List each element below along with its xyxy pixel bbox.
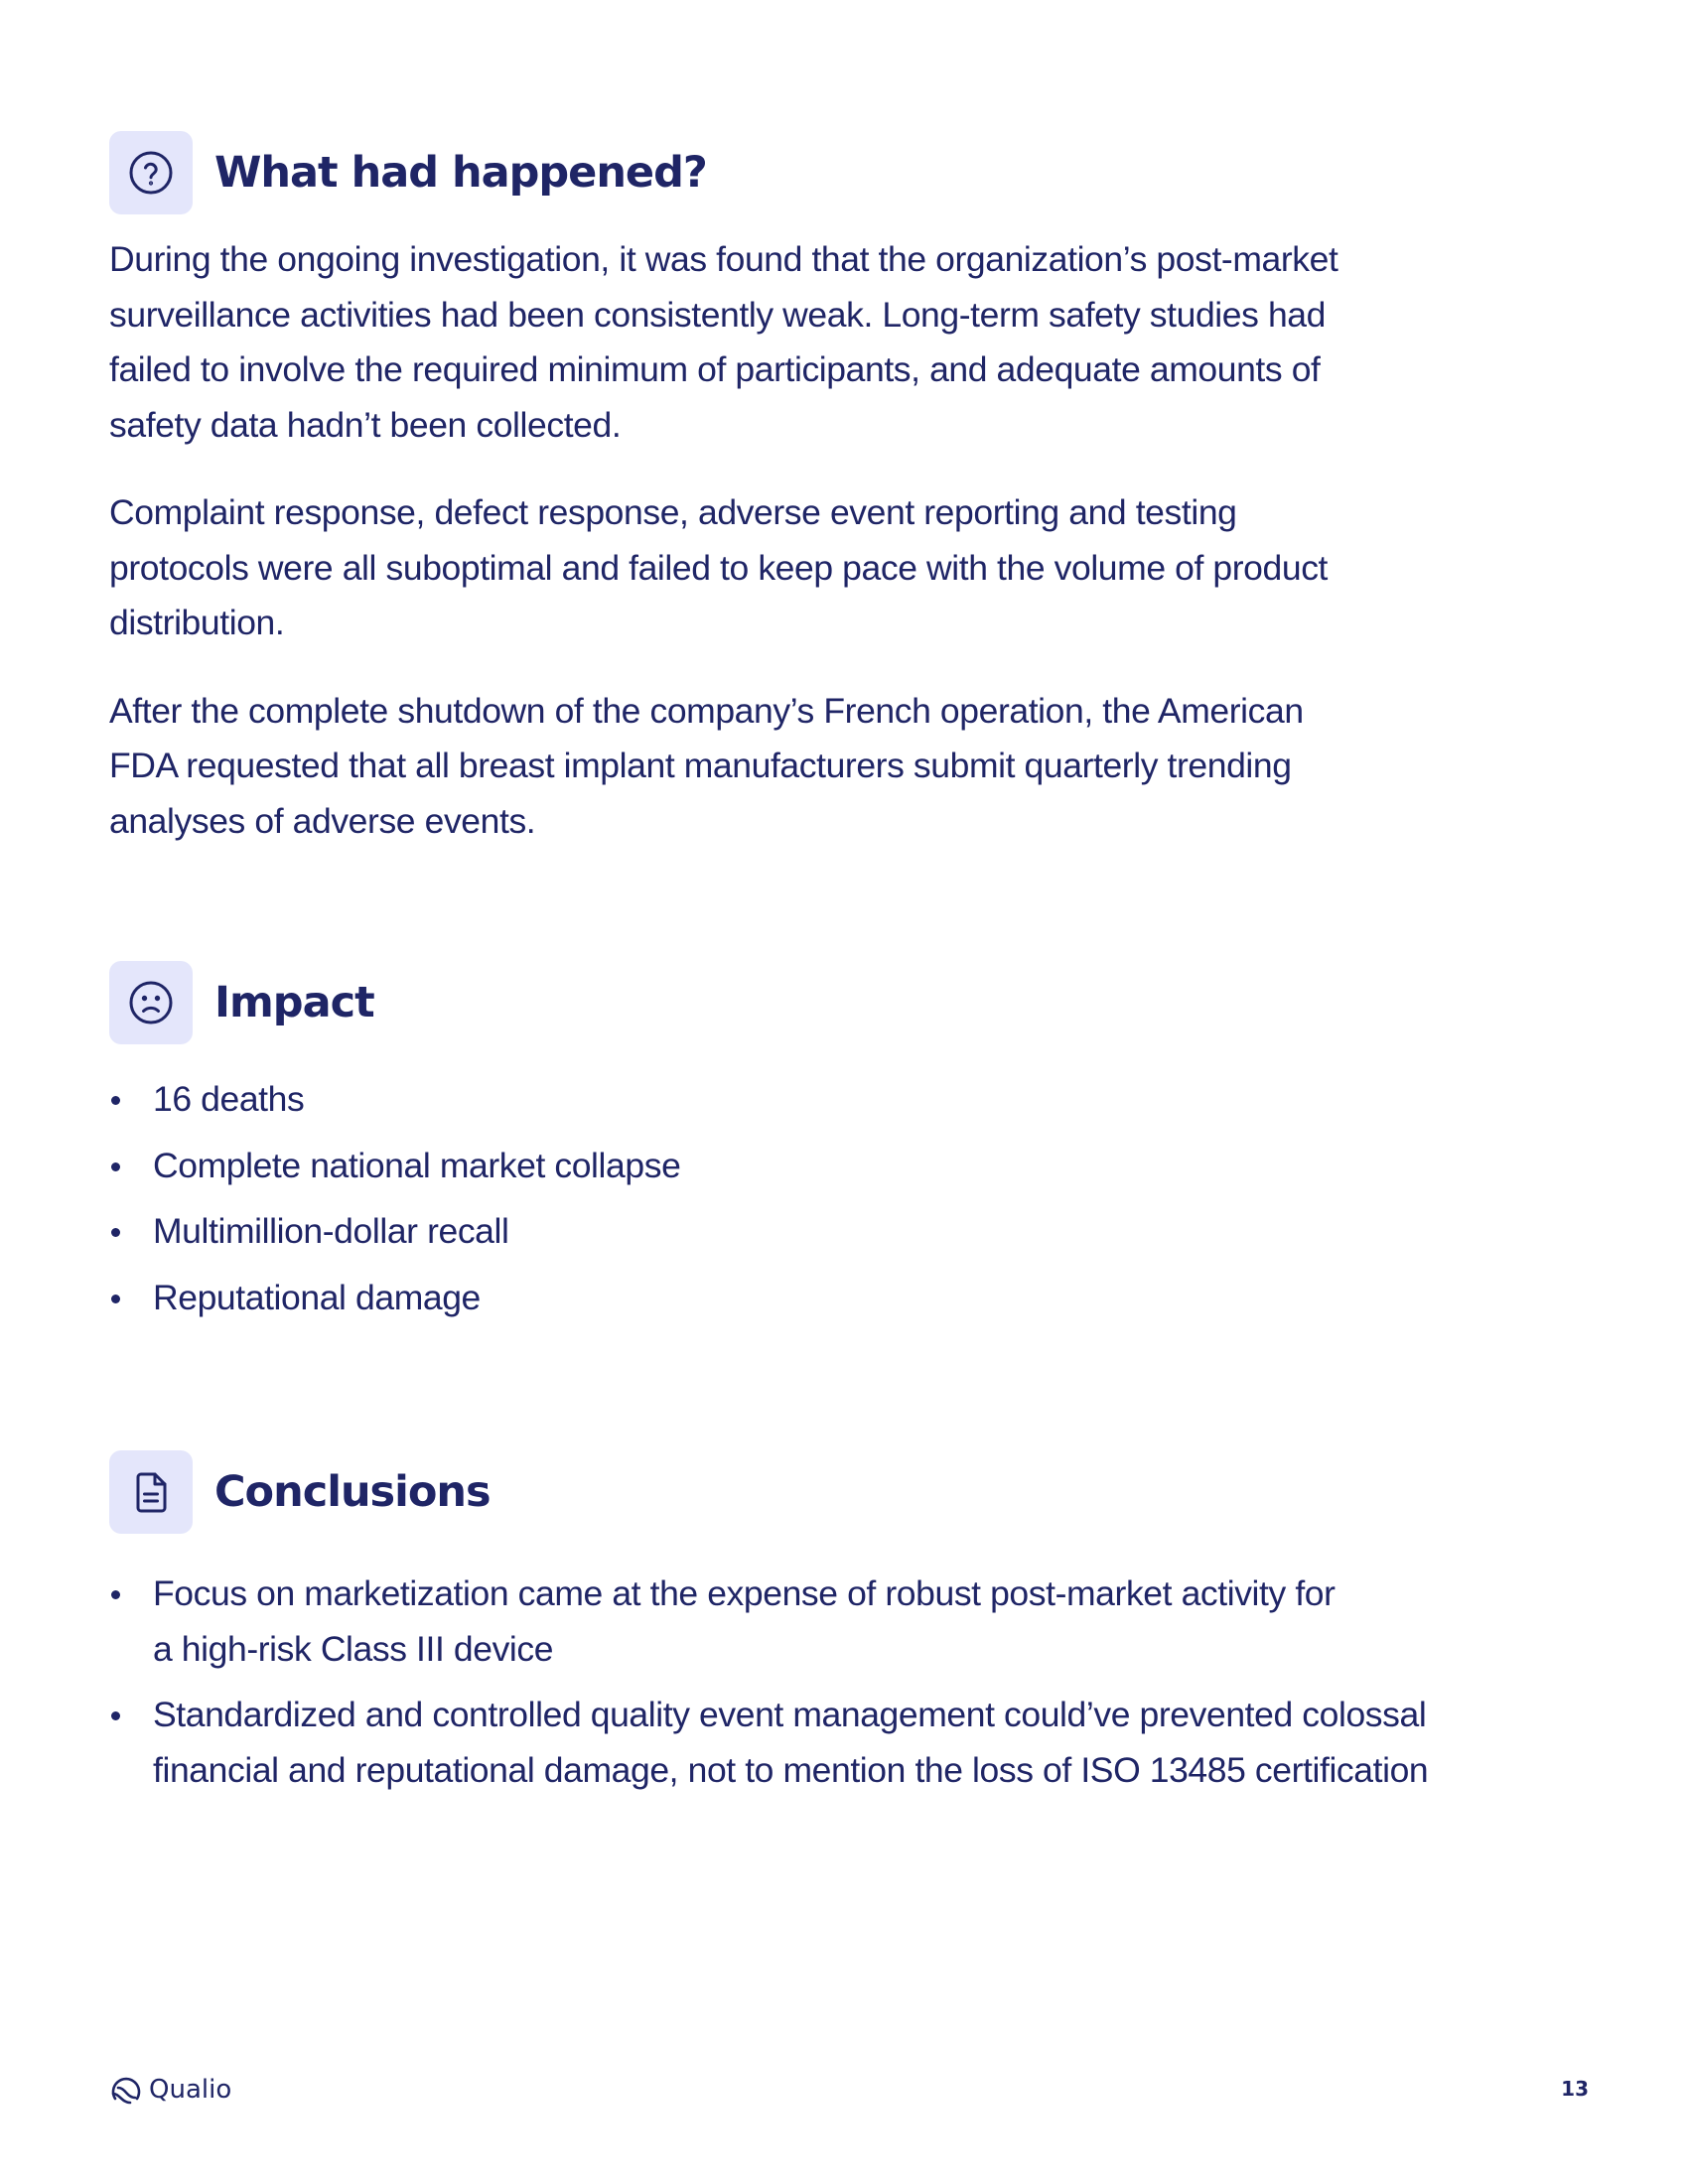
list-item-text: Complete national market collapse — [153, 1145, 681, 1185]
paragraph: After the complete shutdown of the company’s French operation, the American FDA requested that all breast implant manufacturers submit quarterly trending analyses of adverse events. — [109, 690, 1304, 841]
list-item-text: Multimillion-dollar recall — [153, 1211, 509, 1251]
heading-row-what-happened — [109, 131, 1400, 214]
section-impact — [109, 961, 1400, 1325]
page-number: 13 — [1561, 2077, 1589, 2101]
paragraph: During the ongoing investigation, it was found that the organization’s post-market surveillance activities had been consistently weak. Long-term safety studies had failed to involve the required minimum of participants, and adequate amounts of safety data hadn’t been collected. — [109, 239, 1338, 445]
section-heading: What had happened? — [214, 148, 707, 198]
document-icon — [109, 1450, 193, 1534]
list-item-text: Reputational damage — [153, 1277, 481, 1317]
qualio-logo — [109, 2073, 231, 2107]
section-conclusions — [109, 1450, 1429, 1798]
list-item-text: 16 deaths — [153, 1079, 305, 1119]
bullet-dot — [111, 1295, 120, 1303]
list-item — [109, 1271, 1400, 1326]
logo-text: Qualio — [149, 2075, 232, 2105]
list-item — [109, 1139, 1400, 1194]
question-circle-icon — [109, 131, 193, 214]
heading-row-impact — [109, 961, 1400, 1044]
bullet-dot — [111, 1096, 120, 1105]
section-heading: Impact — [214, 978, 374, 1027]
bullet-dot — [111, 1228, 120, 1237]
section-heading: Conclusions — [214, 1467, 491, 1517]
heading-row-conclusions — [109, 1450, 1400, 1534]
qualio-logo-icon — [109, 2073, 143, 2107]
list-item — [109, 1567, 1344, 1677]
list-item — [109, 1204, 1400, 1260]
list-item — [109, 1072, 1400, 1128]
section-what-happened — [109, 131, 1400, 849]
paragraph: Complaint response, defect response, adverse event reporting and testing protocols were all suboptimal and failed to keep pace with the volume of product distribution. — [109, 492, 1329, 642]
list-item — [109, 1688, 1444, 1798]
list-item-text: Standardized and controlled quality event management could’ve prevented colossal financial and reputational damage, not to mention the loss of ISO 13485 certification — [153, 1695, 1429, 1790]
conclusions-list — [109, 1567, 1429, 1798]
list-item-text: Focus on marketization came at the expense of robust post-market activity for a high-risk Class III device — [153, 1573, 1336, 1669]
impact-list — [109, 1072, 1400, 1325]
bullet-dot — [111, 1711, 120, 1720]
sad-face-icon — [109, 961, 193, 1044]
bullet-dot — [111, 1162, 120, 1171]
bullet-dot — [111, 1590, 120, 1599]
